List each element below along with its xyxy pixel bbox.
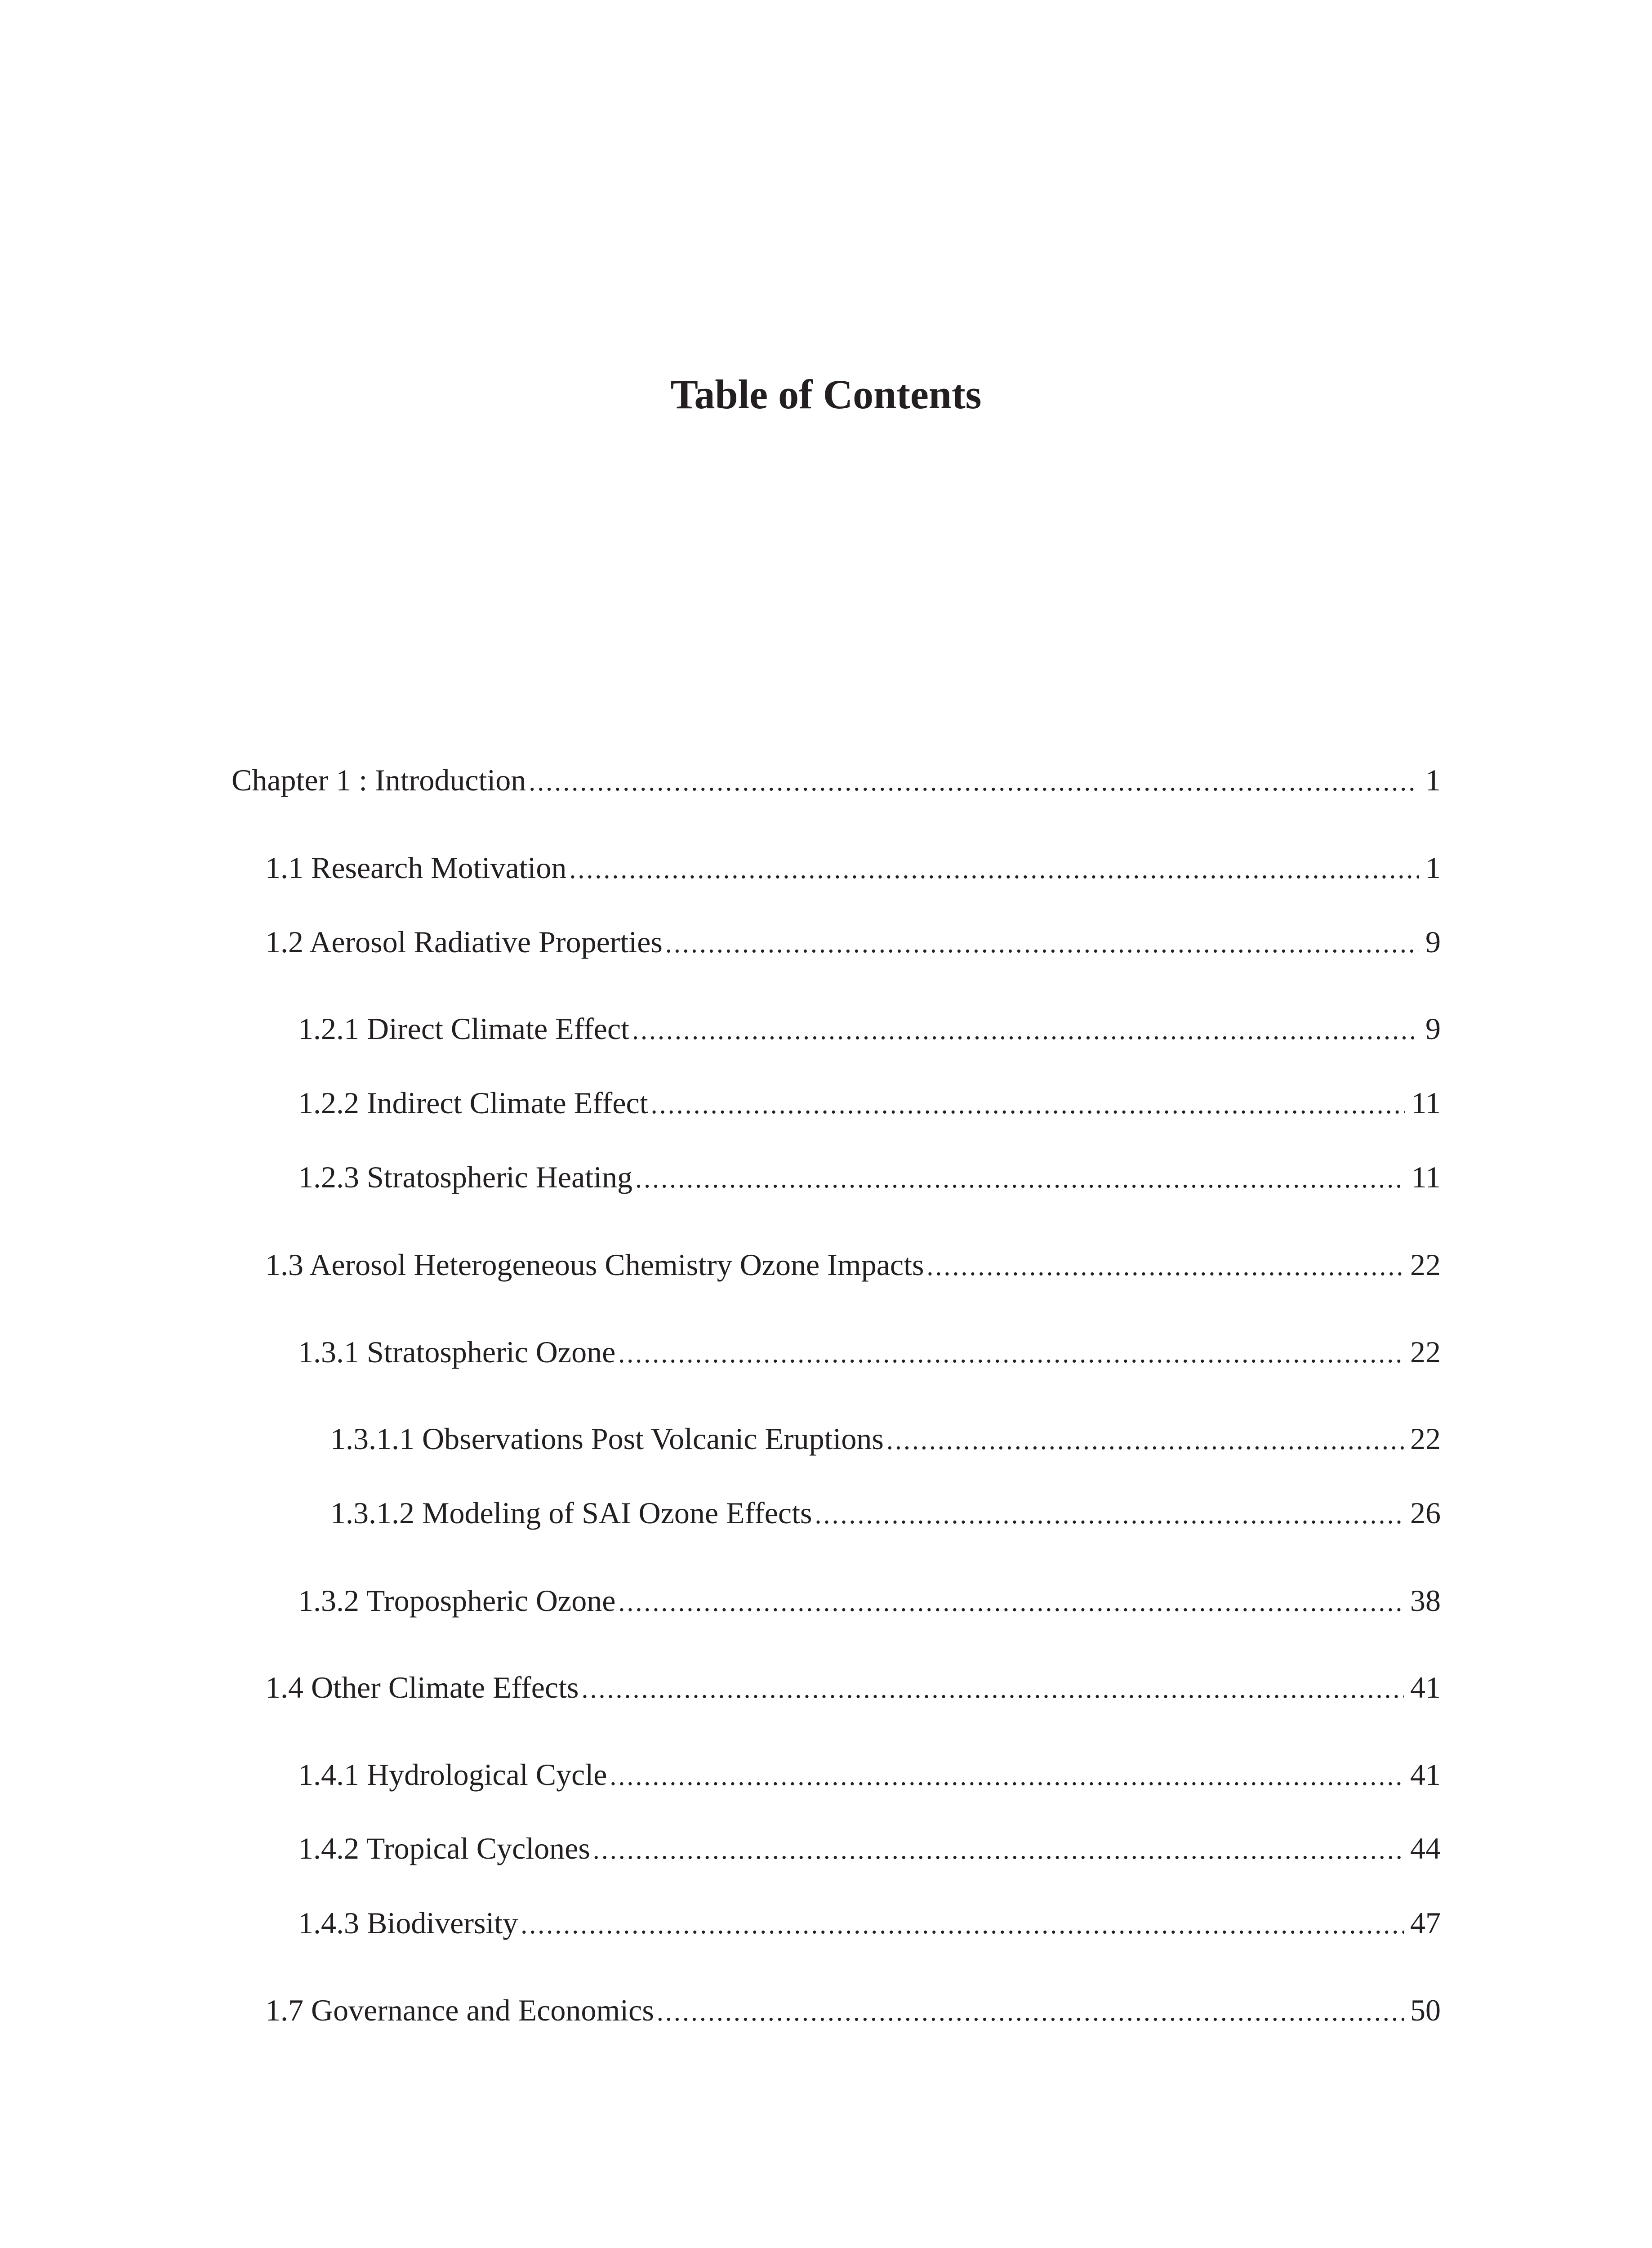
dot-leader (665, 923, 1419, 963)
toc-entry-label: 1.3.1.1 Observations Post Volcanic Eruptions (330, 1422, 884, 1456)
toc-entry-label: 1.3.1.2 Modeling of SAI Ozone Effects (330, 1496, 812, 1530)
toc-entry-1-2[interactable] (265, 922, 1441, 962)
toc-entry-1-4-3[interactable] (298, 1903, 1441, 1943)
dot-leader (635, 1158, 1405, 1199)
dot-leader (886, 1420, 1404, 1460)
dot-leader (610, 1756, 1404, 1796)
dot-leader (657, 1991, 1404, 2032)
toc-entry-label: 1.7 Governance and Economics (265, 1993, 654, 2027)
dot-leader (529, 761, 1419, 802)
toc-entry-page-number: 11 (1411, 1160, 1441, 1194)
toc-entry-1-7[interactable] (265, 1990, 1441, 2030)
toc-entry-label: 1.3.2 Tropospheric Ozone (298, 1583, 616, 1618)
toc-entry-page-number: 50 (1410, 1993, 1441, 2027)
dot-leader (651, 1084, 1405, 1124)
toc-entry-1-2-1[interactable] (298, 1008, 1441, 1049)
toc-entry-1-3-1-2[interactable] (330, 1493, 1441, 1533)
toc-entry-page-number: 22 (1410, 1248, 1441, 1282)
dot-leader (618, 1582, 1404, 1622)
dot-leader (569, 849, 1419, 889)
toc-entry-page-number: 26 (1410, 1496, 1441, 1530)
toc-entry-page-number: 44 (1410, 1831, 1441, 1865)
toc-entry-1-4-2[interactable] (298, 1828, 1441, 1869)
toc-entry-1-3-1[interactable] (298, 1332, 1441, 1372)
toc-entry-page-number: 22 (1410, 1335, 1441, 1369)
toc-entry-label: 1.4.1 Hydrological Cycle (298, 1757, 607, 1792)
toc-entry-label: 1.4 Other Climate Effects (265, 1670, 579, 1704)
toc-entry-label: 1.2.1 Direct Climate Effect (298, 1012, 630, 1046)
toc-entry-page-number: 9 (1425, 925, 1441, 959)
toc-entry-page-number: 1 (1425, 763, 1441, 797)
toc-entry-page-number: 47 (1410, 1906, 1441, 1940)
dot-leader (926, 1246, 1404, 1286)
dot-leader (815, 1494, 1404, 1534)
dot-leader (521, 1904, 1404, 1945)
toc-entry-1-3-1-1[interactable] (330, 1418, 1441, 1459)
dot-leader (581, 1668, 1404, 1709)
toc-entry-1-4[interactable] (265, 1667, 1441, 1708)
toc-entry-page-number: 11 (1411, 1086, 1441, 1120)
toc-entry-page-number: 9 (1425, 1012, 1441, 1046)
toc-entry-label: 1.2.3 Stratospheric Heating (298, 1160, 633, 1194)
toc-entry-page-number: 22 (1410, 1422, 1441, 1456)
toc-entry-1-3[interactable] (265, 1244, 1441, 1285)
toc-entry-page-number: 41 (1410, 1670, 1441, 1704)
dot-leader (618, 1333, 1404, 1374)
toc-entry-1-1[interactable] (265, 847, 1441, 888)
toc-entry-label: 1.1 Research Motivation (265, 851, 567, 885)
toc-entry-label: 1.4.2 Tropical Cyclones (298, 1831, 590, 1865)
toc-entry-label: 1.2 Aerosol Radiative Properties (265, 925, 663, 959)
dot-leader (593, 1829, 1404, 1870)
toc-entry-1-2-2[interactable] (298, 1083, 1441, 1123)
toc-entry-1-4-1[interactable] (298, 1754, 1441, 1795)
page-title: Table of Contents (670, 371, 982, 417)
toc-entry-label: Chapter 1 : Introduction (232, 763, 526, 797)
toc-entry-label: 1.2.2 Indirect Climate Effect (298, 1086, 648, 1120)
toc-entry-page-number: 1 (1425, 851, 1441, 885)
dot-leader (632, 1010, 1419, 1050)
toc-entry-page-number: 41 (1410, 1757, 1441, 1792)
toc-entry-1-3-2[interactable] (298, 1580, 1441, 1621)
toc-entry-chapter-1[interactable] (232, 760, 1441, 800)
toc-entry-1-2-3[interactable] (298, 1157, 1441, 1197)
toc-entry-label: 1.3 Aerosol Heterogeneous Chemistry Ozone Impacts (265, 1248, 924, 1282)
toc-entry-label: 1.4.3 Biodiversity (298, 1906, 518, 1940)
toc-entry-page-number: 38 (1410, 1583, 1441, 1618)
toc-entry-label: 1.3.1 Stratospheric Ozone (298, 1335, 616, 1369)
